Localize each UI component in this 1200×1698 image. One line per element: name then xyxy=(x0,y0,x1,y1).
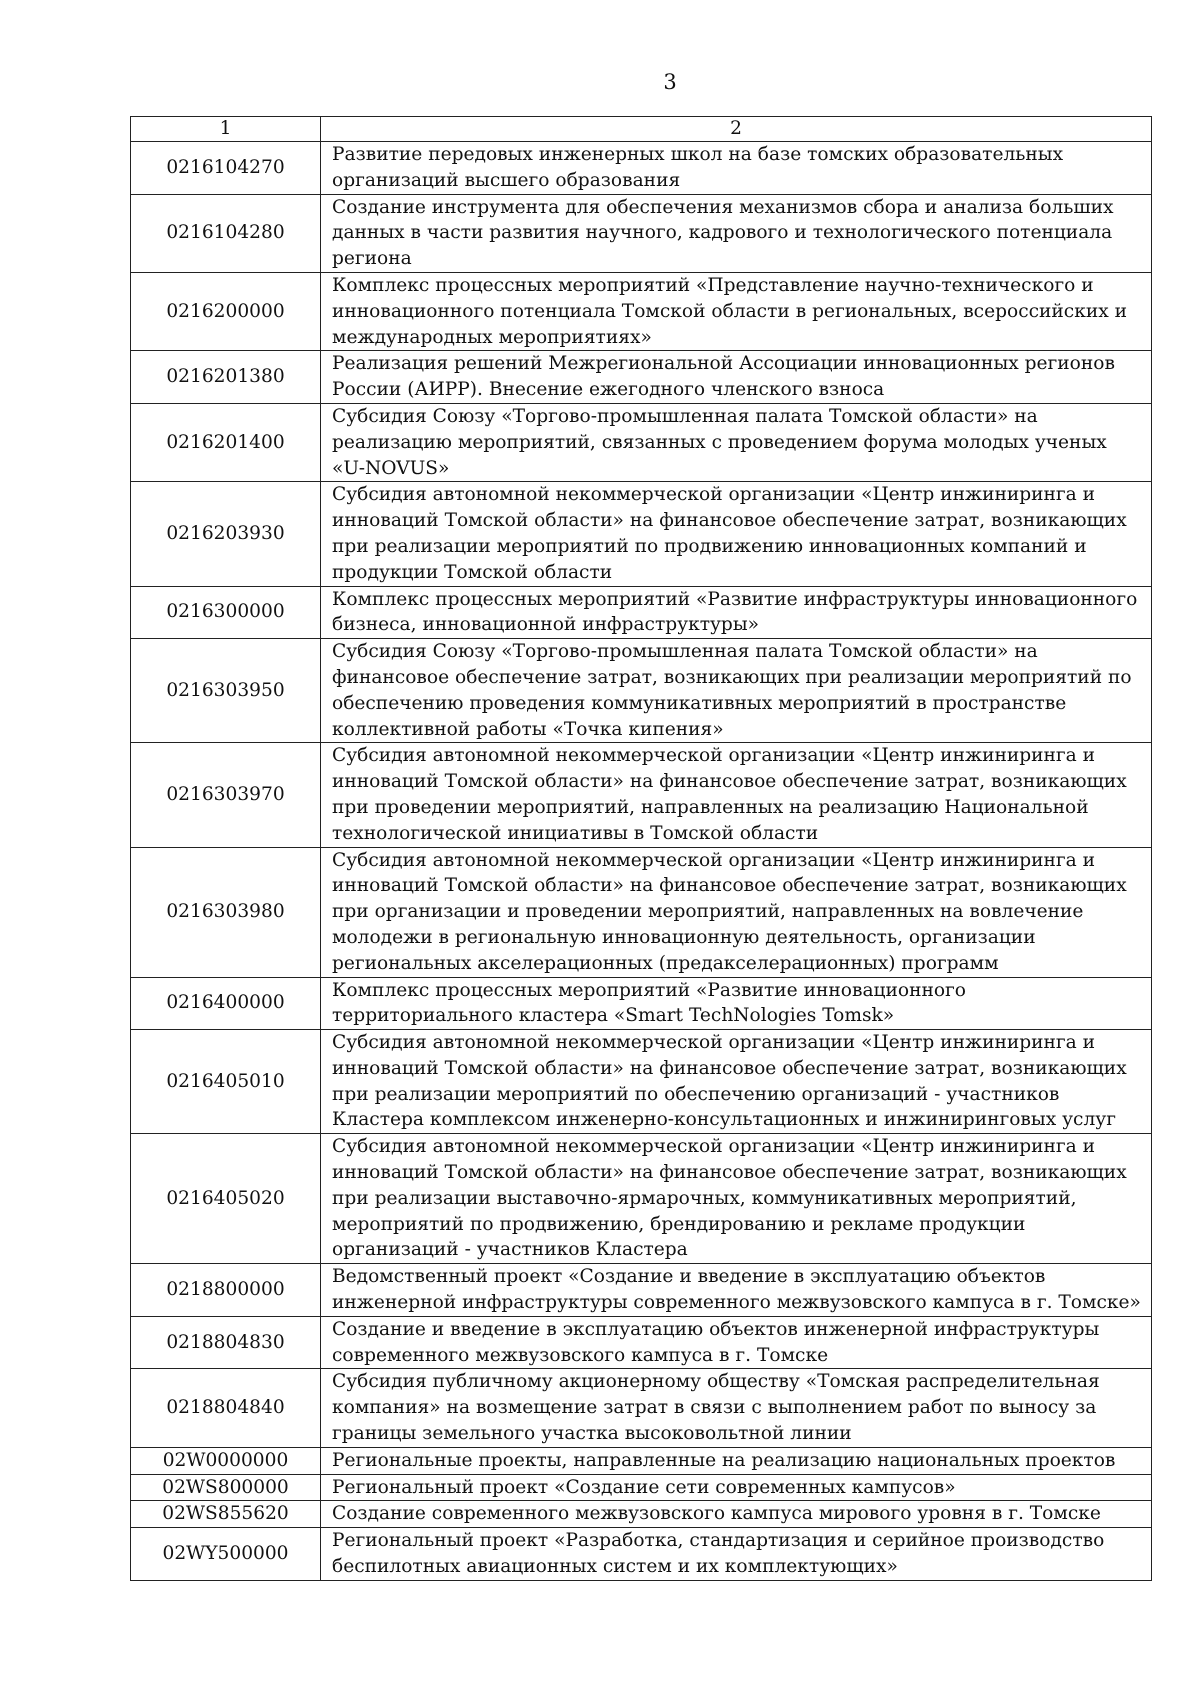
table-row xyxy=(131,1316,1152,1369)
row-name: Региональный проект «Разработка, стандартизация и серийное производство беспилотных авиационных систем и их комплектующих» xyxy=(321,1528,1152,1581)
row-code: 0218800000 xyxy=(131,1264,321,1317)
table-row xyxy=(131,1134,1152,1264)
table-row xyxy=(131,142,1152,195)
row-name: Региональный проект «Создание сети современных кампусов» xyxy=(321,1474,1152,1501)
row-code: 0218804840 xyxy=(131,1369,321,1447)
table-row xyxy=(131,482,1152,586)
row-name: Субсидия автономной некоммерческой организации «Центр инжиниринга и инноваций Томской области» на финансовое обеспечение затрат, возникающих при реализации мероприятий по обеспечению организаций - участников Кластера комплексом инженерно-консультационных и инжиниринговых услуг xyxy=(321,1030,1152,1134)
row-code: 02W0000000 xyxy=(131,1447,321,1474)
table-row xyxy=(131,639,1152,743)
table-row xyxy=(131,743,1152,847)
table-body xyxy=(131,142,1152,1581)
row-name: Комплекс процессных мероприятий «Представление научно-технического и инновационного потенциала Томской области в региональных, всероссийских и международных мероприятиях» xyxy=(321,272,1152,350)
row-code: 0216200000 xyxy=(131,272,321,350)
row-code: 0216303980 xyxy=(131,847,321,977)
page-number: 3 xyxy=(663,70,677,94)
row-name: Региональные проекты, направленные на реализацию национальных проектов xyxy=(321,1447,1152,1474)
row-name: Создание инструмента для обеспечения механизмов сбора и анализа больших данных в части развития научного, кадрового и технологического потенциала региона xyxy=(321,194,1152,272)
row-name: Создание и введение в эксплуатацию объектов инженерной инфраструктуры современного межвузовского кампуса в г. Томске xyxy=(321,1316,1152,1369)
table-row xyxy=(131,194,1152,272)
table-header xyxy=(131,117,1152,142)
row-name: Субсидия автономной некоммерческой организации «Центр инжиниринга и инноваций Томской области» на финансовое обеспечение затрат, возникающих при реализации мероприятий по продвижению инновационных компаний и продукции Томской области xyxy=(321,482,1152,586)
row-name: Субсидия автономной некоммерческой организации «Центр инжиниринга и инноваций Томской области» на финансовое обеспечение затрат, возникающих при организации и проведении мероприятий, направленных на вовлечение молодежи в региональную инновационную деятельность, организации региональных акселерационных (предакселерационных) программ xyxy=(321,847,1152,977)
row-code: 0216104280 xyxy=(131,194,321,272)
header-row xyxy=(131,117,1152,142)
row-code: 0216201400 xyxy=(131,403,321,481)
table-row xyxy=(131,1474,1152,1501)
table-row xyxy=(131,1501,1152,1528)
row-code: 0216405010 xyxy=(131,1030,321,1134)
table-row xyxy=(131,977,1152,1030)
row-name: Создание современного межвузовского кампуса мирового уровня в г. Томске xyxy=(321,1501,1152,1528)
row-name: Реализация решений Межрегиональной Ассоциации инновационных регионов России (АИРР). Внесение ежегодного членского взноса xyxy=(321,351,1152,404)
table-row xyxy=(131,1447,1152,1474)
table-row xyxy=(131,272,1152,350)
table-row xyxy=(131,1528,1152,1581)
table-row xyxy=(131,1264,1152,1317)
table-row xyxy=(131,351,1152,404)
row-code: 0216405020 xyxy=(131,1134,321,1264)
table-row xyxy=(131,403,1152,481)
row-code: 02WY500000 xyxy=(131,1528,321,1581)
row-code: 0216203930 xyxy=(131,482,321,586)
row-code: 0216303950 xyxy=(131,639,321,743)
row-code: 0216300000 xyxy=(131,586,321,639)
row-code: 0216201380 xyxy=(131,351,321,404)
budget-code-table xyxy=(130,116,1152,1581)
row-name: Ведомственный проект «Создание и введение в эксплуатацию объектов инженерной инфраструктуры современного межвузовского кампуса в г. Томске» xyxy=(321,1264,1152,1317)
row-name: Развитие передовых инженерных школ на базе томских образовательных организаций высшего образования xyxy=(321,142,1152,195)
row-code: 0216104270 xyxy=(131,142,321,195)
row-code: 02WS800000 xyxy=(131,1474,321,1501)
header-col-2: 2 xyxy=(321,117,1152,142)
row-code: 02WS855620 xyxy=(131,1501,321,1528)
row-name: Субсидия Союзу «Торгово-промышленная палата Томской области» на финансовое обеспечение затрат, возникающих при реализации мероприятий по обеспечению проведения коммуникативных мероприятий в пространстве коллективной работы «Точка кипения» xyxy=(321,639,1152,743)
row-name: Комплекс процессных мероприятий «Развитие инфраструктуры инновационного бизнеса, инновационной инфраструктуры» xyxy=(321,586,1152,639)
table-row xyxy=(131,1030,1152,1134)
table-row xyxy=(131,1369,1152,1447)
row-code: 0216303970 xyxy=(131,743,321,847)
row-code: 0218804830 xyxy=(131,1316,321,1369)
row-name: Субсидия автономной некоммерческой организации «Центр инжиниринга и инноваций Томской области» на финансовое обеспечение затрат, возникающих при проведении мероприятий, направленных на реализацию Национальной технологической инициативы в Томской области xyxy=(321,743,1152,847)
row-code: 0216400000 xyxy=(131,977,321,1030)
row-name: Субсидия Союзу «Торгово-промышленная палата Томской области» на реализацию мероприятий, связанных с проведением форума молодых ученых «U-NOVUS» xyxy=(321,403,1152,481)
header-col-1: 1 xyxy=(131,117,321,142)
row-name: Субсидия автономной некоммерческой организации «Центр инжиниринга и инноваций Томской области» на финансовое обеспечение затрат, возникающих при реализации выставочно-ярмарочных, коммуникативных мероприятий, мероприятий по продвижению, брендированию и рекламе продукции организаций - участников Кластера xyxy=(321,1134,1152,1264)
table-row xyxy=(131,847,1152,977)
row-name: Субсидия публичному акционерному обществу «Томская распределительная компания» на возмещение затрат в связи с выполнением работ по выносу за границы земельного участка высоковольтной линии xyxy=(321,1369,1152,1447)
table-row xyxy=(131,586,1152,639)
row-name: Комплекс процессных мероприятий «Развитие инновационного территориального кластера «Smart TechNologies Tomsk» xyxy=(321,977,1152,1030)
